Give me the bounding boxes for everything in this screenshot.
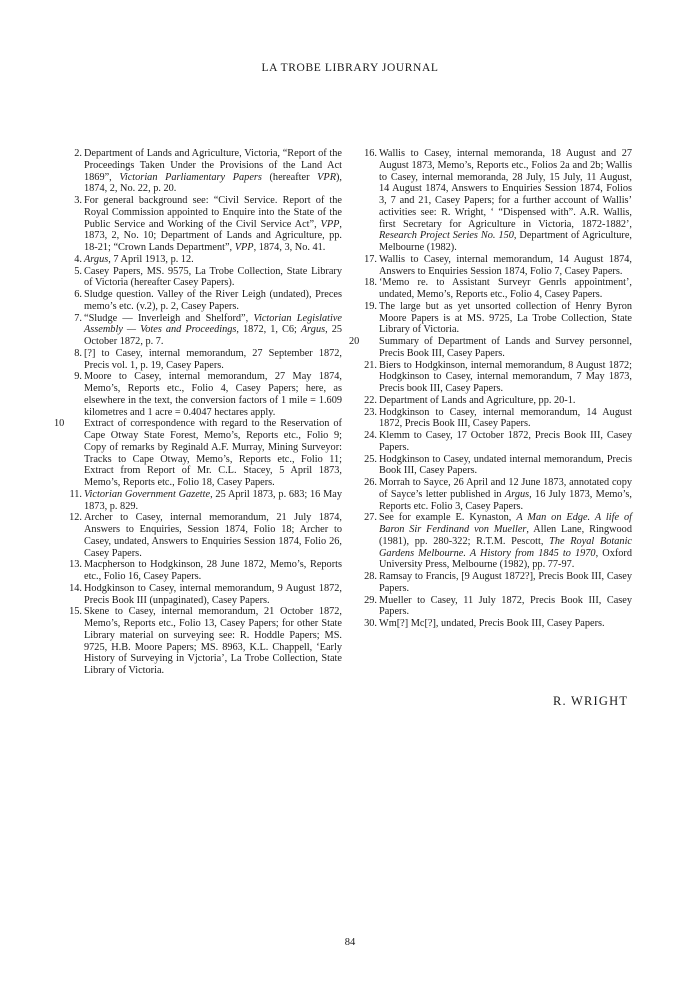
footnote-number: 18. [364, 277, 377, 289]
page-number: 84 [344, 937, 356, 948]
footnote-text: The large but as yet unsorted collection of Henry Byron Moore Papers is at MS. 9725, La Trobe Collection, State Library of Victoria. [379, 300, 632, 336]
footnote [357, 254, 632, 278]
footnote-text: Department of Lands and Agriculture, Victoria, “Report of the Proceedings Taken Under the Provisions of the Land Act 1869”, Victorian Parliamentary Papers (hereafter VPR), 1874, 2, No. 22, p. 20. [84, 148, 343, 195]
footnote-text: Biers to Hodgkinson, internal memorandum, 8 August 1872; Hodgkinson to Casey, internal memorandum, 7 May 1873, Precis book III, Casey Papers. [379, 359, 632, 394]
footnote-text: Hodgkinson to Casey, internal memorandum, 9 August 1872, Precis Book III (unpaginated), Casey Papers. [84, 582, 342, 606]
footnote-number: 30. [364, 618, 377, 629]
footnote-number: 24. [364, 430, 377, 441]
footnote [357, 407, 632, 431]
footnote-number: 19. [364, 300, 377, 312]
footnote-text: Mueller to Casey, 11 July 1872, Precis Book III, Casey Papers. [379, 594, 632, 618]
footnote-number: 13. [69, 559, 82, 571]
footnote [62, 559, 342, 583]
footnote [357, 595, 632, 619]
footnote-text: Wm[?] Mc[?], undated, Precis Book III, Casey Papers. [379, 618, 605, 629]
footnote-text: Summary of Department of Lands and Survey personnel, Precis Book III, Casey Papers. [379, 336, 632, 359]
footnote [357, 477, 632, 512]
footnote-number: 29. [364, 594, 377, 606]
footnote-number: 12. [69, 512, 82, 524]
footnote-text: Casey Papers, MS. 9575, La Trobe Collection, State Library of Victoria (hereafter Casey Papers). [84, 265, 342, 289]
footnote-number: 11. [69, 488, 82, 500]
footnote-text: Klemm to Casey, 17 October 1872, Precis Book III, Casey Papers. [379, 430, 632, 453]
footnote-text: See for example E. Kynaston, A Man on Edge. A life of Baron Sir Ferdinand von Mueller, Allen Lane, Ringwood (1981), pp. 280-322; R.T.M. Pescott, The Royal Botanic Gardens Melbourne. A History from 1845 to 1970, Oxford University Press, Melbourne (1982), pp. 77-97. [379, 512, 633, 571]
footnote-text: Extract of correspondence with regard to the Reservation of Cape Otway State Forest, Memo’s, Reports etc., Folio 9; Copy of remarks by Reginald A.F. Murray, Mining Surveyor: Tracks to Cape Otway, Memo’s, Reports etc., Folio 11; Extract from Report of Mr. C.L. Stacey, 5 April 1873, Memo’s, Reports etc., Folio 18, Casey Papers. [84, 418, 342, 488]
footnote-text: ‘Memo re. to Assistant Surveyr Genrls appointment’, undated, Memo’s, Reports etc., Folio 4, Casey Papers. [379, 277, 632, 300]
footnote-text: “Sludge — Inverleigh and Shelford”, Victorian Legislative Assembly — Votes and Proceedings, 1872, 1, C6; Argus, 25 October 1872, p. 7. [84, 312, 342, 347]
footnote-number: 8. [74, 347, 82, 359]
footnote-number: 6. [74, 289, 82, 300]
running-header: LA TROBE LIBRARY JOURNAL [261, 62, 439, 74]
footnote-number: 9. [74, 371, 82, 383]
footnote-text: Victorian Government Gazette, 25 April 1873, p. 683; 16 May 1873, p. 829. [84, 488, 342, 512]
footnote [54, 418, 342, 489]
footnote [357, 571, 632, 595]
footnotes-right-column [349, 148, 633, 630]
footnote-text: Hodgkinson to Casey, undated internal memorandum, Precis Book III, Casey Papers. [379, 453, 632, 477]
footnote [62, 348, 342, 372]
footnote-number: 26. [364, 477, 377, 488]
footnote-number: 14. [69, 582, 82, 594]
footnote-text: Argus, 7 April 1913, p. 12. [84, 253, 194, 265]
footnote-number: 7. [74, 312, 82, 324]
footnote [357, 618, 632, 630]
footnote [62, 371, 342, 418]
footnote-number: 2. [74, 148, 82, 159]
footnote-number: 20 [349, 336, 360, 347]
footnote [357, 454, 632, 478]
footnote [357, 512, 632, 571]
footnote-number: 3. [74, 195, 82, 206]
footnote-text: Wallis to Casey, internal memorandum, 14 August 1874, Answers to Enquiries Session 1874, Folio 7, Casey Papers. [379, 253, 632, 277]
footnote-number: 25. [364, 453, 377, 465]
footnote-text: Wallis to Casey, internal memoranda, 18 August and 27 August 1873, Memo’s, Reports etc., Folios 2a and 2b; Wallis to Casey, internal memoranda, 28 July, 15 July, 11 August, 14 August 1874, Answers to Enquiries Session 1874, Folios 3, 7 and 21, Casey Papers; for a further account of Wallis’ activities see: R. Wright, ‘ “Dispensed with”. A.R. Wallis, first Secretary for Agriculture in Victoria, 1872-1882’, Research Project Series No. 150, Department of Agriculture, Melbourne (1982). [379, 148, 632, 253]
footnote-number: 28. [364, 571, 377, 582]
footnote [357, 430, 632, 454]
footnote-text: Archer to Casey, internal memorandum, 21 July 1874, Answers to Enquiries, Session 1874, Folio 18; Archer to Casey, undated, Answers to Enquiries Session 1874, Folio 26, Casey Papers. [84, 512, 342, 559]
footnote-number: 23. [364, 406, 377, 418]
footnote [62, 606, 342, 677]
footnote-text: Morrah to Sayce, 26 April and 12 June 1873, annotated copy of Sayce’s letter published in Argus, 16 July 1873, Memo’s, Reports etc. Folio 3, Casey Papers. [379, 477, 633, 512]
footnote [62, 583, 342, 607]
footnotes-left-column [54, 148, 343, 677]
footnote-text: Macpherson to Hodgkinson, 28 June 1872, Memo’s, Reports etc., Folio 16, Casey Papers. [84, 559, 342, 582]
footnote [62, 195, 342, 254]
footnote-text: Department of Lands and Agriculture, pp. 20-1. [379, 394, 576, 406]
footnote [357, 277, 632, 301]
footnote [357, 301, 632, 336]
footnote [62, 289, 342, 313]
footnote-number: 10 [54, 418, 65, 430]
footnote-number: 5. [74, 265, 82, 277]
footnote-text: [?] to Casey, internal memorandum, 27 September 1872, Precis vol. 1, p. 19, Casey Papers. [84, 347, 342, 371]
footnote-number: 27. [364, 512, 377, 524]
footnote-text: Skene to Casey, internal memorandum, 21 October 1872, Memo’s, Reports etc., Folio 13, Casey Papers; for other State Library material on surveying see: R. Hoddle Papers; MS. 9725, H.B. Moore Papers; MS. 8963, K.L. Chappell, ‘Early History of Surveying in Vjctoria’, La Trobe Collection, State Library of Victoria. [84, 606, 342, 676]
footnote-number: 17. [364, 253, 377, 265]
footnote-text: For general background see: “Civil Service. Report of the Royal Commission appointed to Enquire into the State of the Public Service and Working of the Civil Service Act”, VPP, 1873, 2, No. 10; Department of Lands and Agriculture, pp. 18-21; “Crown Lands Department”, VPP, 1874, 3, No. 41. [84, 195, 342, 253]
footnote [62, 266, 342, 290]
footnote [62, 512, 342, 559]
author-signature: R. WRIGHT [553, 694, 629, 708]
footnote-text: Hodgkinson to Casey, internal memorandum, 14 August 1872, Precis Book III, Casey Papers. [379, 406, 632, 430]
footnote [62, 254, 342, 266]
footnote [349, 336, 632, 360]
footnote [62, 148, 342, 195]
footnote-number: 22. [364, 394, 377, 406]
footnote-text: Moore to Casey, internal memorandum, 27 May 1874, Memo’s, Reports etc., Folio 4, Casey Papers; here, as elsewhere in the text, the conversion factors of 1 mile = 1.609 kilometres and 1 acre = 0.4047 hectares apply. [84, 371, 342, 418]
footnote-text: Ramsay to Francis, [9 August 1872?], Precis Book III, Casey Papers. [379, 571, 632, 594]
footnote-number: 15. [69, 606, 82, 618]
footnote-text: Sludge question. Valley of the River Leigh (undated), Preces memo’s etc. (v.2), p. 2, Casey Papers. [84, 289, 342, 312]
footnote-number: 16. [364, 148, 377, 159]
footnote [357, 148, 632, 254]
footnote [62, 313, 342, 348]
footnote [357, 395, 632, 407]
footnote-number: 21. [364, 359, 377, 371]
footnote [62, 489, 342, 513]
footnote-number: 4. [74, 253, 82, 265]
footnote [357, 360, 632, 395]
